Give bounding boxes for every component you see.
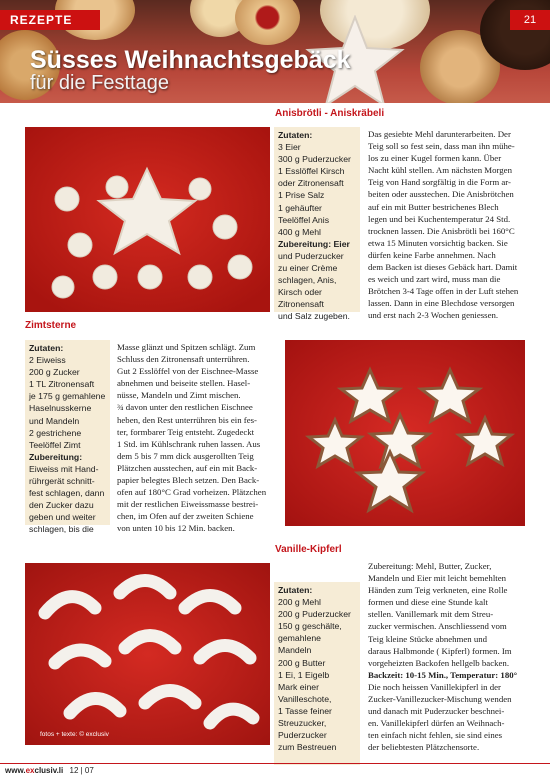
recipe-title-vanille: Vanille-Kipferl bbox=[275, 544, 342, 555]
ingredients-heading: Zutaten: bbox=[278, 130, 313, 140]
body-line: Teig kleine Stücke abnehmen und bbox=[368, 633, 488, 644]
body-line: dem Backen ist dieses Gebäck hart. Damit bbox=[368, 262, 518, 273]
recipe-body-anis bbox=[368, 128, 525, 322]
body-line: legen und bei Kuchentemperatur 24 Std. bbox=[368, 213, 511, 224]
ingredient-line: Mark einer bbox=[278, 681, 320, 692]
footer-issue: 12 | 07 bbox=[69, 766, 94, 775]
body-line: etwa 15 Minuten vorsichtig backen. Sie bbox=[368, 237, 508, 248]
ingredient-line: gemahlene bbox=[278, 633, 321, 644]
footer-brand-rest: clusiv.li bbox=[34, 766, 64, 775]
body-line: Plätzchen ausstechen, auf ein mit Back- bbox=[117, 462, 258, 473]
page-number: 21 bbox=[510, 10, 550, 30]
ingredient-line: Mandeln bbox=[278, 645, 312, 656]
ingredient-line: 200 g Mehl bbox=[278, 597, 321, 608]
body-line: Die noch heissen Vanillekipferl in der bbox=[368, 681, 501, 692]
body-line: Zubereitung: Mehl, Butter, Zucker, bbox=[368, 561, 492, 571]
recipe-title-zimt: Zimtsterne bbox=[25, 320, 77, 331]
ingredient-line: 1 TL Zitronensaft bbox=[29, 379, 95, 390]
recipe-body-vanille bbox=[368, 560, 525, 754]
body-line: Schluss den Zitronensaft unterrühren. bbox=[117, 354, 250, 365]
body-line: ten einfach nicht fehlen, sie sind eines bbox=[368, 730, 503, 741]
recipe-title-anis: Anisbrötli - Aniskräbeli bbox=[275, 108, 385, 119]
ingredients-box-zimt bbox=[25, 340, 110, 535]
ingredient-line: 2 gestrichene bbox=[29, 427, 82, 438]
page-subtitle: für die Festtage bbox=[30, 72, 169, 94]
body-line: Gut 2 Esslöffel von der Eischnee-Masse bbox=[117, 366, 259, 377]
body-line: stellen. Vanillemark mit dem Streu- bbox=[368, 609, 494, 620]
body-line: heben, den Rest unterrühren bis ein fes- bbox=[117, 414, 257, 425]
body-line: ofen auf 180°C Grad vorheizen. Plätzchen bbox=[117, 487, 267, 498]
ingredient-line: 1 Esslöffel Kirsch bbox=[278, 166, 345, 177]
body-line: Zucker-Vanillezucker-Mischung wenden bbox=[368, 694, 512, 705]
body-line: formen und diese eine Stunde kalt bbox=[368, 597, 488, 608]
body-line: Nacht kühl stellen. Am nächsten Morgen bbox=[368, 165, 512, 176]
anis-photo bbox=[25, 127, 270, 312]
body-line: es weich und zart wird, muss man die bbox=[368, 274, 501, 285]
body-line: abnehmen und beiseite stellen. Hasel- bbox=[117, 378, 251, 389]
ingredient-line: zum Bestreuen bbox=[278, 742, 337, 753]
section-label: REZEPTE bbox=[0, 10, 100, 30]
body-line: dürfen keine Farbe annehmen. Nach bbox=[368, 249, 496, 260]
ingredient-line: 200 g Zucker bbox=[29, 367, 80, 378]
body-line: Teig von Hand sorgfältig in die Form ar- bbox=[368, 177, 511, 188]
header-banner bbox=[0, 0, 550, 103]
body-line: 1 Std. im Kühlschrank ruhen lassen. Aus bbox=[117, 438, 261, 449]
footer bbox=[5, 766, 94, 775]
ingredients-box-anis bbox=[274, 127, 360, 322]
page-title: Süsses Weihnachtsgebäck bbox=[30, 46, 351, 74]
prep-line: Eiweiss mit Hand- bbox=[29, 463, 99, 474]
body-line: daraus Halbmonde ( Kipferl) formen. Im bbox=[368, 645, 512, 656]
prep-line: Kirsch oder bbox=[278, 287, 322, 298]
body-line: ter, formbarer Teig entsteht. Zugedeckt bbox=[117, 426, 255, 437]
body-line: und erst nach 2-3 Wochen geniessen. bbox=[368, 310, 499, 321]
body-line: von unten 10 bis 12 Min. backen. bbox=[117, 523, 235, 534]
ingredient-line: Teelöffel Zimt bbox=[29, 439, 81, 450]
ingredient-line: Haselnusskerne bbox=[29, 403, 92, 414]
ingredient-line: 300 g Puderzucker bbox=[278, 154, 351, 165]
body-line: der beliebtesten Plätzchensorte. bbox=[368, 742, 480, 753]
prep-line: Zubereitung: Eier bbox=[278, 238, 350, 249]
body-line: zucker vermischen. Anschliessend vom bbox=[368, 621, 507, 632]
ingredient-line: 1 Ei, 1 Eigelb bbox=[278, 669, 330, 680]
body-line: los zu einer Kugel formen kann. Über bbox=[368, 153, 502, 164]
photo-credit: fotos + texte: © exclusiv bbox=[40, 731, 109, 738]
body-line: beiten oder ausstechen. Die Anisbrötchen bbox=[368, 189, 514, 200]
prep-line: zu einer Crème bbox=[278, 263, 338, 274]
body-line: mit der restlichen Eiweissmasse bestrei- bbox=[117, 499, 259, 510]
body-line: Das gesiebte Mehl darunterarbeiten. Der bbox=[368, 129, 511, 139]
ingredient-line: Puderzucker bbox=[278, 730, 327, 741]
ingredient-line: 200 g Puderzucker bbox=[278, 609, 351, 620]
ingredient-line: Streuzucker, bbox=[278, 718, 327, 729]
body-line: nüsse, Mandeln und Zimt mischen. bbox=[117, 390, 241, 401]
recipe-body-zimt bbox=[117, 341, 274, 535]
ingredient-line: 1 Prise Salz bbox=[278, 190, 325, 201]
body-line: Backzeit: 10-15 Min., Temperatur: 180° bbox=[368, 669, 518, 680]
ingredient-line: 200 g Butter bbox=[278, 657, 326, 668]
prep-line: rührgerät schnitt- bbox=[29, 476, 95, 487]
prep-line: schlagen, bis die bbox=[29, 524, 94, 535]
ingredient-line: 1 gehäufter bbox=[278, 202, 322, 213]
body-line: Händen zum Teig verkneten, eine Rolle bbox=[368, 585, 508, 596]
ingredients-heading: Zutaten: bbox=[278, 585, 313, 595]
body-line: Masse glänzt und Spitzen schlägt. Zum bbox=[117, 342, 256, 352]
ingredient-line: 3 Eier bbox=[278, 142, 301, 153]
body-line: chen, im Ofen auf der zweiten Schiene bbox=[117, 511, 254, 522]
body-line: und danach mit Puderzucker beschnei- bbox=[368, 706, 505, 717]
footer-brand-ex: ex bbox=[25, 766, 35, 775]
body-line: en. Vanillekipferl dürfen an Weihnach- bbox=[368, 718, 505, 729]
prep-line: den Zucker dazu bbox=[29, 500, 94, 511]
prep-line: und Puderzucker bbox=[278, 250, 344, 261]
ingredient-line: 2 Eiweiss bbox=[29, 355, 66, 366]
prep-line: schlagen, Anis, bbox=[278, 275, 337, 286]
ingredient-line: Vanilleschote, bbox=[278, 693, 332, 704]
body-line: dem 5 bis 7 mm dick ausgerollten Teig bbox=[117, 450, 254, 461]
ingredient-line: je 175 g gemahlene bbox=[29, 391, 106, 402]
prep-line: Zubereitung: bbox=[29, 451, 83, 462]
body-line: Teig soll so fest sein, dass man ihn mühe- bbox=[368, 141, 515, 152]
body-line: ¾ davon unter den restlichen Eischnee bbox=[117, 402, 253, 413]
prep-line: und Salz zugeben. bbox=[278, 311, 350, 322]
ingredient-line: 1 Tasse feiner bbox=[278, 705, 332, 716]
footer-divider bbox=[0, 763, 550, 764]
body-line: auf ein mit Butter bestrichenes Blech bbox=[368, 201, 499, 212]
body-line: papier belegtes Blech setzen. Den Back- bbox=[117, 475, 260, 486]
zimt-photo bbox=[285, 340, 525, 526]
body-line: Brötchen 3-4 Tage offen in der Luft stehen bbox=[368, 286, 519, 297]
ingredient-line: Teelöffel Anis bbox=[278, 214, 330, 225]
ingredient-line: und Mandeln bbox=[29, 415, 80, 426]
jam-cookie-image bbox=[235, 0, 300, 45]
footer-brand-prefix: www. bbox=[5, 766, 26, 775]
vanille-photo bbox=[25, 563, 270, 745]
ingredient-line: 400 g Mehl bbox=[278, 226, 321, 237]
body-line: trocknen lassen. Die Anisbrötli bei 160°C bbox=[368, 225, 515, 236]
body-line: lassen. Dann in eine Blechdose versorgen bbox=[368, 298, 515, 309]
body-line: vorgeheizten Backofen hellgelb backen. bbox=[368, 657, 510, 668]
prep-line: fest schlagen, dann bbox=[29, 488, 105, 499]
ingredients-heading: Zutaten: bbox=[29, 343, 64, 353]
prep-line: geben und weiter bbox=[29, 512, 96, 523]
ingredient-line: 150 g geschälte, bbox=[278, 621, 342, 632]
ingredient-line: oder Zitronensaft bbox=[278, 178, 344, 189]
ingredients-box-vanille bbox=[274, 582, 360, 765]
prep-line: Zitronensaft bbox=[278, 299, 324, 310]
body-line: Mandeln und Eier mit leicht bemehlten bbox=[368, 573, 507, 584]
